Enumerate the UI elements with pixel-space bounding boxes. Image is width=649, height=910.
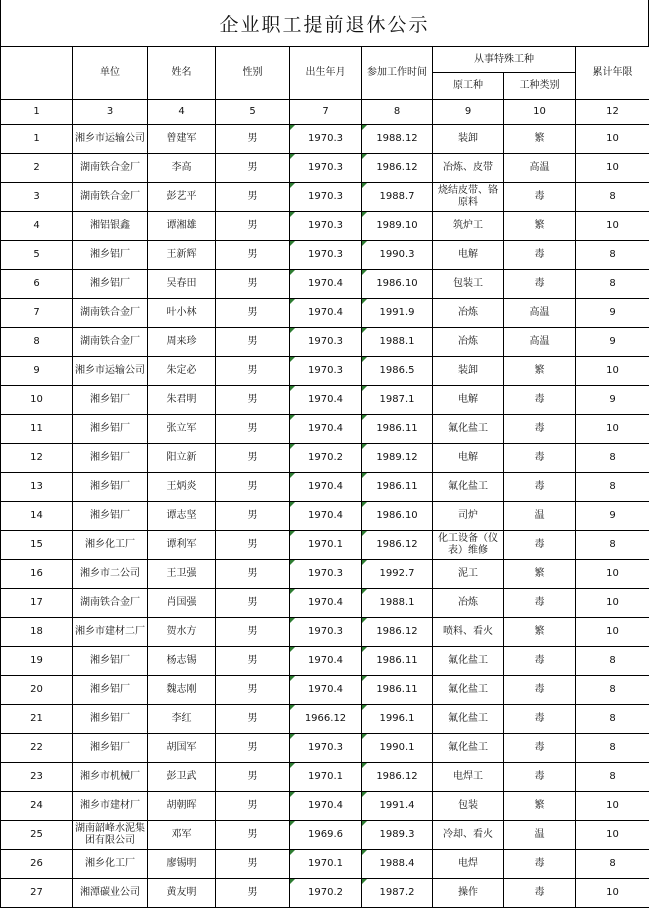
row-unit: 湘乡铝厂	[73, 270, 148, 299]
row-work-start: 1986.5	[362, 357, 433, 386]
row-orig-job: 装卸	[433, 357, 504, 386]
row-gender: 男	[216, 792, 290, 821]
row-years: 8	[576, 647, 649, 676]
row-unit: 湘乡市运输公司	[73, 125, 148, 154]
row-orig-job: 氟化盐工	[433, 647, 504, 676]
row-gender: 男	[216, 676, 290, 705]
row-unit: 湘乡铝厂	[73, 734, 148, 763]
row-gender: 男	[216, 444, 290, 473]
column-index-cell: 12	[576, 100, 649, 125]
row-unit: 湖南铁合金厂	[73, 589, 148, 618]
row-work-start: 1989.3	[362, 821, 433, 850]
row-name: 贺水方	[148, 618, 216, 647]
row-work-start: 1990.3	[362, 241, 433, 270]
header-orig-job: 原工种	[433, 73, 504, 100]
row-no: 16	[1, 560, 73, 589]
row-job-type: 高温	[504, 299, 576, 328]
row-no: 20	[1, 676, 73, 705]
row-job-type: 繁	[504, 618, 576, 647]
row-name: 李高	[148, 154, 216, 183]
row-gender: 男	[216, 589, 290, 618]
row-orig-job: 氟化盐工	[433, 415, 504, 444]
row-job-type: 毒	[504, 734, 576, 763]
row-job-type: 毒	[504, 763, 576, 792]
row-name: 谭志坚	[148, 502, 216, 531]
row-birth: 1970.2	[290, 444, 362, 473]
table-row	[1, 444, 649, 473]
row-orig-job: 包装	[433, 792, 504, 821]
row-gender: 男	[216, 531, 290, 560]
row-years: 9	[576, 328, 649, 357]
row-no: 3	[1, 183, 73, 212]
row-unit: 湘乡铝厂	[73, 473, 148, 502]
row-orig-job: 氟化盐工	[433, 734, 504, 763]
header-gender: 性别	[216, 47, 290, 100]
row-orig-job: 氟化盐工	[433, 705, 504, 734]
table-row	[1, 415, 649, 444]
table-row	[1, 154, 649, 183]
row-work-start: 1992.7	[362, 560, 433, 589]
row-years: 10	[576, 879, 649, 908]
row-work-start: 1996.1	[362, 705, 433, 734]
row-no: 4	[1, 212, 73, 241]
row-job-type: 高温	[504, 154, 576, 183]
row-name: 邓军	[148, 821, 216, 850]
row-work-start: 1991.4	[362, 792, 433, 821]
table-row	[1, 792, 649, 821]
column-index-cell: 9	[433, 100, 504, 125]
row-unit: 湘潭碳业公司	[73, 879, 148, 908]
table-row	[1, 676, 649, 705]
row-years: 8	[576, 270, 649, 299]
row-name: 胡朝晖	[148, 792, 216, 821]
row-years: 8	[576, 763, 649, 792]
row-no: 15	[1, 531, 73, 560]
row-unit: 湘乡市二公司	[73, 560, 148, 589]
row-no: 8	[1, 328, 73, 357]
row-unit: 湘乡市机械厂	[73, 763, 148, 792]
row-work-start: 1986.12	[362, 531, 433, 560]
row-orig-job: 冶炼、皮带	[433, 154, 504, 183]
row-work-start: 1991.9	[362, 299, 433, 328]
row-gender: 男	[216, 879, 290, 908]
row-years: 8	[576, 183, 649, 212]
row-name: 彭艺平	[148, 183, 216, 212]
row-work-start: 1990.1	[362, 734, 433, 763]
row-orig-job: 喷料、看火	[433, 618, 504, 647]
row-birth: 1970.1	[290, 763, 362, 792]
column-index-cell: 10	[504, 100, 576, 125]
row-name: 阳立新	[148, 444, 216, 473]
row-job-type: 毒	[504, 241, 576, 270]
row-unit: 湘乡铝厂	[73, 386, 148, 415]
table-row	[1, 502, 649, 531]
row-orig-job: 冶炼	[433, 328, 504, 357]
row-work-start: 1988.1	[362, 589, 433, 618]
row-birth: 1970.1	[290, 531, 362, 560]
table-row	[1, 183, 649, 212]
row-name: 肖国强	[148, 589, 216, 618]
row-gender: 男	[216, 705, 290, 734]
row-name: 杨志锡	[148, 647, 216, 676]
row-name: 胡国军	[148, 734, 216, 763]
row-job-type: 毒	[504, 676, 576, 705]
row-birth: 1970.3	[290, 357, 362, 386]
row-orig-job: 电焊	[433, 850, 504, 879]
table-row	[1, 734, 649, 763]
row-unit: 湖南韶峰水泥集团有限公司	[73, 821, 148, 850]
row-years: 8	[576, 473, 649, 502]
row-work-start: 1989.12	[362, 444, 433, 473]
row-orig-job: 电解	[433, 241, 504, 270]
row-birth: 1970.1	[290, 850, 362, 879]
row-work-start: 1988.1	[362, 328, 433, 357]
row-gender: 男	[216, 357, 290, 386]
row-years: 9	[576, 502, 649, 531]
header-job-type: 工种类别	[504, 73, 576, 100]
row-gender: 男	[216, 270, 290, 299]
row-no: 13	[1, 473, 73, 502]
row-job-type: 繁	[504, 212, 576, 241]
row-unit: 湖南铁合金厂	[73, 299, 148, 328]
row-job-type: 毒	[504, 647, 576, 676]
row-name: 王炳炎	[148, 473, 216, 502]
row-unit: 湘乡化工厂	[73, 850, 148, 879]
row-orig-job: 烧结皮带、铬原料	[433, 183, 504, 212]
row-work-start: 1986.10	[362, 502, 433, 531]
table-row	[1, 328, 649, 357]
row-birth: 1970.3	[290, 125, 362, 154]
row-years: 10	[576, 589, 649, 618]
table-row	[1, 386, 649, 415]
row-birth: 1970.4	[290, 792, 362, 821]
row-years: 8	[576, 705, 649, 734]
row-job-type: 高温	[504, 328, 576, 357]
row-work-start: 1986.11	[362, 473, 433, 502]
row-birth: 1970.4	[290, 386, 362, 415]
row-job-type: 毒	[504, 473, 576, 502]
header-no	[1, 47, 73, 100]
row-birth: 1970.2	[290, 879, 362, 908]
row-unit: 湘铝银鑫	[73, 212, 148, 241]
row-job-type: 繁	[504, 357, 576, 386]
row-job-type: 毒	[504, 415, 576, 444]
row-gender: 男	[216, 212, 290, 241]
row-birth: 1966.12	[290, 705, 362, 734]
row-no: 5	[1, 241, 73, 270]
row-unit: 湘乡铝厂	[73, 705, 148, 734]
row-gender: 男	[216, 734, 290, 763]
row-job-type: 毒	[504, 531, 576, 560]
row-years: 8	[576, 241, 649, 270]
row-no: 1	[1, 125, 73, 154]
row-work-start: 1986.11	[362, 647, 433, 676]
row-years: 9	[576, 299, 649, 328]
row-orig-job: 司炉	[433, 502, 504, 531]
row-birth: 1970.3	[290, 212, 362, 241]
row-name: 彭卫武	[148, 763, 216, 792]
row-orig-job: 电焊工	[433, 763, 504, 792]
row-birth: 1970.3	[290, 734, 362, 763]
row-name: 谭湘雄	[148, 212, 216, 241]
row-work-start: 1986.12	[362, 154, 433, 183]
row-birth: 1970.3	[290, 241, 362, 270]
row-orig-job: 包装工	[433, 270, 504, 299]
column-index-row	[1, 100, 649, 125]
row-gender: 男	[216, 415, 290, 444]
row-job-type: 繁	[504, 560, 576, 589]
row-birth: 1970.4	[290, 676, 362, 705]
row-gender: 男	[216, 850, 290, 879]
table-row	[1, 560, 649, 589]
row-job-type: 毒	[504, 879, 576, 908]
row-job-type: 温	[504, 821, 576, 850]
row-birth: 1970.4	[290, 415, 362, 444]
row-job-type: 毒	[504, 850, 576, 879]
row-years: 8	[576, 531, 649, 560]
header-name: 姓名	[148, 47, 216, 100]
row-gender: 男	[216, 299, 290, 328]
row-birth: 1970.4	[290, 502, 362, 531]
row-name: 吴春田	[148, 270, 216, 299]
row-no: 21	[1, 705, 73, 734]
row-birth: 1970.4	[290, 589, 362, 618]
row-work-start: 1988.7	[362, 183, 433, 212]
row-no: 22	[1, 734, 73, 763]
row-name: 叶小林	[148, 299, 216, 328]
column-index-cell: 1	[1, 100, 73, 125]
row-no: 14	[1, 502, 73, 531]
row-work-start: 1986.11	[362, 676, 433, 705]
row-unit: 湘乡铝厂	[73, 415, 148, 444]
header-unit: 单位	[73, 47, 148, 100]
row-years: 8	[576, 444, 649, 473]
row-orig-job: 电解	[433, 386, 504, 415]
row-no: 9	[1, 357, 73, 386]
row-gender: 男	[216, 183, 290, 212]
header-birth: 出生年月	[290, 47, 362, 100]
row-name: 朱定必	[148, 357, 216, 386]
row-no: 17	[1, 589, 73, 618]
row-orig-job: 电解	[433, 444, 504, 473]
table-row	[1, 531, 649, 560]
row-work-start: 1988.4	[362, 850, 433, 879]
row-birth: 1970.4	[290, 473, 362, 502]
row-unit: 湖南铁合金厂	[73, 183, 148, 212]
row-no: 19	[1, 647, 73, 676]
row-job-type: 毒	[504, 183, 576, 212]
row-unit: 湖南铁合金厂	[73, 328, 148, 357]
table-row	[1, 212, 649, 241]
row-years: 10	[576, 125, 649, 154]
row-gender: 男	[216, 154, 290, 183]
row-unit: 湘乡铝厂	[73, 502, 148, 531]
row-unit: 湘乡铝厂	[73, 241, 148, 270]
row-job-type: 毒	[504, 589, 576, 618]
row-name: 李红	[148, 705, 216, 734]
row-work-start: 1987.1	[362, 386, 433, 415]
row-work-start: 1986.11	[362, 415, 433, 444]
row-no: 7	[1, 299, 73, 328]
row-years: 10	[576, 618, 649, 647]
row-years: 10	[576, 560, 649, 589]
row-years: 10	[576, 792, 649, 821]
row-no: 12	[1, 444, 73, 473]
row-years: 10	[576, 357, 649, 386]
row-no: 26	[1, 850, 73, 879]
row-years: 10	[576, 821, 649, 850]
row-work-start: 1987.2	[362, 879, 433, 908]
row-gender: 男	[216, 125, 290, 154]
row-name: 王新辉	[148, 241, 216, 270]
row-orig-job: 冶炼	[433, 589, 504, 618]
row-work-start: 1988.12	[362, 125, 433, 154]
row-birth: 1970.3	[290, 154, 362, 183]
column-index-cell: 3	[73, 100, 148, 125]
table-row	[1, 299, 649, 328]
row-orig-job: 操作	[433, 879, 504, 908]
row-gender: 男	[216, 328, 290, 357]
row-orig-job: 筑炉工	[433, 212, 504, 241]
row-unit: 湘乡市运输公司	[73, 357, 148, 386]
table-row	[1, 763, 649, 792]
row-no: 10	[1, 386, 73, 415]
row-job-type: 繁	[504, 125, 576, 154]
row-job-type: 毒	[504, 444, 576, 473]
row-unit: 湘乡铝厂	[73, 647, 148, 676]
row-job-type: 繁	[504, 792, 576, 821]
row-orig-job: 氟化盐工	[433, 676, 504, 705]
row-job-type: 毒	[504, 705, 576, 734]
column-index-cell: 5	[216, 100, 290, 125]
row-no: 24	[1, 792, 73, 821]
row-name: 张立军	[148, 415, 216, 444]
row-unit: 湖南铁合金厂	[73, 154, 148, 183]
table-row	[1, 241, 649, 270]
table-row	[1, 647, 649, 676]
table-row	[1, 357, 649, 386]
row-years: 8	[576, 850, 649, 879]
row-no: 2	[1, 154, 73, 183]
row-name: 廖锡明	[148, 850, 216, 879]
row-name: 周来珍	[148, 328, 216, 357]
row-birth: 1970.3	[290, 618, 362, 647]
row-birth: 1970.3	[290, 560, 362, 589]
row-birth: 1970.4	[290, 647, 362, 676]
row-work-start: 1986.12	[362, 618, 433, 647]
row-unit: 湘乡市建材二厂	[73, 618, 148, 647]
row-gender: 男	[216, 647, 290, 676]
row-job-type: 毒	[504, 270, 576, 299]
row-job-type: 温	[504, 502, 576, 531]
row-gender: 男	[216, 386, 290, 415]
page-title: 企业职工提前退休公示	[0, 0, 649, 46]
row-work-start: 1986.10	[362, 270, 433, 299]
row-no: 11	[1, 415, 73, 444]
row-orig-job: 冷却、看火	[433, 821, 504, 850]
row-no: 18	[1, 618, 73, 647]
row-no: 6	[1, 270, 73, 299]
column-index-cell: 4	[148, 100, 216, 125]
row-name: 谭利军	[148, 531, 216, 560]
row-name: 黄友明	[148, 879, 216, 908]
row-years: 8	[576, 734, 649, 763]
header-special-job: 从事特殊工种	[433, 47, 576, 73]
row-unit: 湘乡铝厂	[73, 444, 148, 473]
row-years: 10	[576, 415, 649, 444]
row-birth: 1970.3	[290, 328, 362, 357]
row-job-type: 毒	[504, 386, 576, 415]
row-unit: 湘乡市建材厂	[73, 792, 148, 821]
row-gender: 男	[216, 560, 290, 589]
row-no: 23	[1, 763, 73, 792]
row-years: 10	[576, 212, 649, 241]
table-row	[1, 473, 649, 502]
row-years: 8	[576, 676, 649, 705]
row-unit: 湘乡化工厂	[73, 531, 148, 560]
column-index-cell: 8	[362, 100, 433, 125]
row-name: 魏志刚	[148, 676, 216, 705]
row-name: 曾建军	[148, 125, 216, 154]
row-orig-job: 氟化盐工	[433, 473, 504, 502]
row-work-start: 1986.12	[362, 763, 433, 792]
row-birth: 1970.3	[290, 183, 362, 212]
table-row	[1, 618, 649, 647]
row-no: 25	[1, 821, 73, 850]
table-row	[1, 879, 649, 908]
table-row	[1, 821, 649, 850]
row-gender: 男	[216, 763, 290, 792]
row-birth: 1970.4	[290, 299, 362, 328]
header-years: 累计年限	[576, 47, 649, 100]
table-row	[1, 589, 649, 618]
row-orig-job: 化工设备（仪表）维修	[433, 531, 504, 560]
row-no: 27	[1, 879, 73, 908]
row-gender: 男	[216, 618, 290, 647]
row-work-start: 1989.10	[362, 212, 433, 241]
retirement-table	[0, 46, 649, 908]
row-orig-job: 冶炼	[433, 299, 504, 328]
row-orig-job: 装卸	[433, 125, 504, 154]
table-row	[1, 270, 649, 299]
table-row	[1, 125, 649, 154]
column-index-cell: 7	[290, 100, 362, 125]
row-gender: 男	[216, 473, 290, 502]
row-years: 9	[576, 386, 649, 415]
row-gender: 男	[216, 241, 290, 270]
row-years: 10	[576, 154, 649, 183]
table-row	[1, 850, 649, 879]
row-birth: 1970.4	[290, 270, 362, 299]
header-work-start: 参加工作时间	[362, 47, 433, 100]
row-birth: 1969.6	[290, 821, 362, 850]
row-unit: 湘乡铝厂	[73, 676, 148, 705]
row-gender: 男	[216, 502, 290, 531]
row-orig-job: 泥工	[433, 560, 504, 589]
table-row	[1, 705, 649, 734]
row-gender: 男	[216, 821, 290, 850]
row-name: 朱君明	[148, 386, 216, 415]
row-name: 王卫强	[148, 560, 216, 589]
